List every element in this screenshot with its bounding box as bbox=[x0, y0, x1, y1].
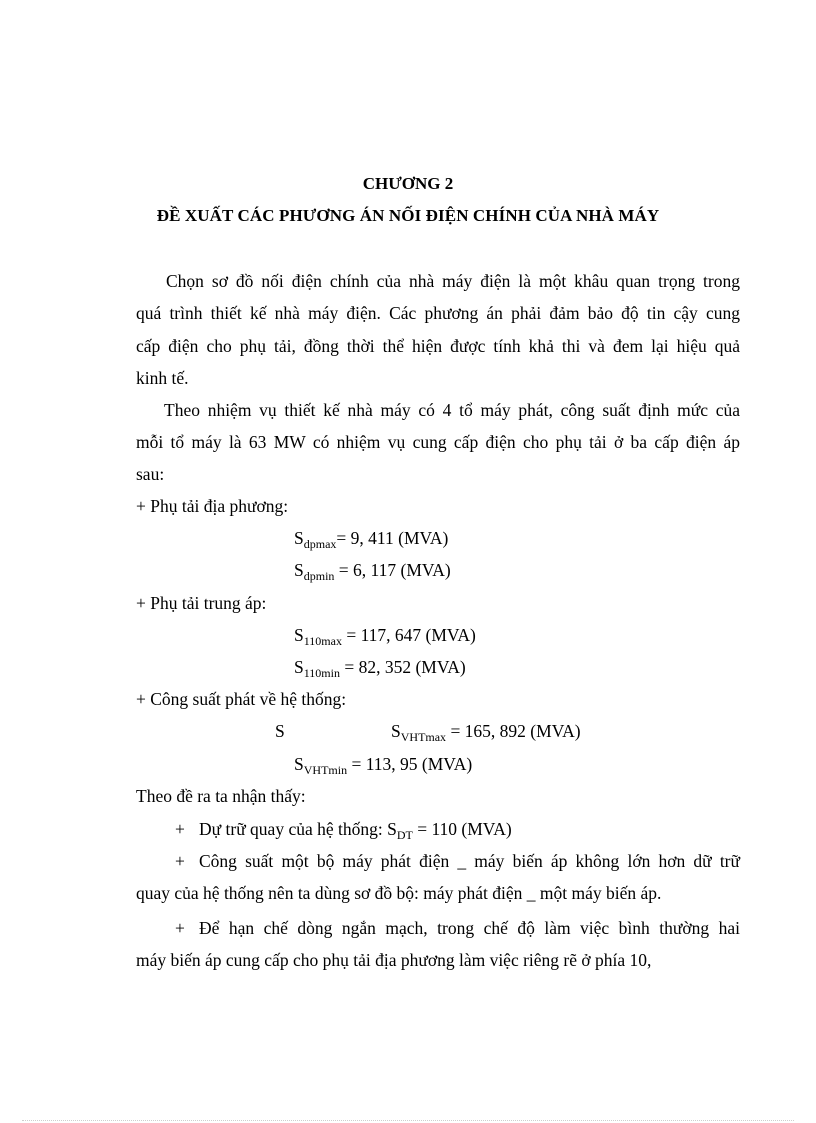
observation-3-bullet: + bbox=[175, 918, 185, 938]
observation-2-line-2: quay của hệ thống nên ta dùng sơ đồ bộ: máy phát điện _ một máy biến áp. bbox=[136, 883, 662, 903]
system-output-heading: + Công suất phát về hệ thống: bbox=[136, 689, 347, 709]
observation-2-line-1: Công suất một bộ máy phát điện _ máy biến áp không lớn hơn dữ trữ bbox=[199, 851, 740, 871]
paragraph-2-line-1: Theo nhiệm vụ thiết kế nhà máy có 4 tổ máy phát, công suất định mức của bbox=[164, 400, 740, 420]
local-load-max-formula: $S_{dpmax}= 9$, 411 (MVA) bbox=[294, 528, 449, 551]
system-output-stray-symbol: S bbox=[275, 721, 285, 741]
observation-1-bullet: + bbox=[175, 819, 185, 839]
observation-3-line-1: Để hạn chế dòng ngắn mạch, trong chế độ làm việc bình thường hai bbox=[199, 918, 740, 938]
observation-3-line-2: máy biến áp cung cấp cho phụ tải địa phương làm việc riêng rẽ ở phía 10, bbox=[136, 950, 652, 970]
local-load-heading: + Phụ tải địa phương: bbox=[136, 496, 289, 516]
paragraph-1-line-4: kinh tế. bbox=[136, 368, 189, 388]
chapter-title: ĐỀ XUẤT CÁC PHƯƠNG ÁN NỐI ĐIỆN CHÍNH CỦA NHÀ MÁY bbox=[156, 206, 660, 225]
page-bottom-divider bbox=[22, 1120, 794, 1121]
paragraph-1-line-3: cấp điện cho phụ tải, đồng thời thể hiện được tính khả thi và đem lại hiệu quả bbox=[136, 336, 740, 356]
observation-1-text: Dự trữ quay của hệ thống: $S_{DT} = 110$ (MVA) bbox=[199, 819, 512, 842]
medium-load-min-formula: $S_{110min} = 82$, 352 (MVA) bbox=[294, 657, 466, 680]
paragraph-2-line-2: mỗi tổ máy là 63 MW có nhiệm vụ cung cấp điện cho phụ tải ở ba cấp điện áp bbox=[136, 432, 740, 452]
system-output-min-formula: $S_{VHTmin} = 113$, 95 (MVA) bbox=[294, 754, 473, 777]
medium-load-max-formula: $S_{110max} = 117$, 647 (MVA) bbox=[294, 625, 476, 648]
observation-2-bullet: + bbox=[175, 851, 185, 871]
local-load-min-formula: $S_{dpmin} = 6$, 117 (MVA) bbox=[294, 560, 451, 583]
paragraph-2-line-3: sau: bbox=[136, 464, 165, 484]
observations-heading: Theo đề ra ta nhận thấy: bbox=[136, 786, 306, 806]
paragraph-1-line-1: Chọn sơ đồ nối điện chính của nhà máy điện là một khâu quan trọng trong bbox=[166, 271, 740, 291]
chapter-number: CHƯƠNG 2 bbox=[362, 174, 454, 193]
medium-load-heading: + Phụ tải trung áp: bbox=[136, 593, 267, 613]
system-output-max-formula: $S_{VHTmax} = 165$, 892 (MVA) bbox=[391, 721, 581, 744]
paragraph-1-line-2: quá trình thiết kế nhà máy điện. Các phương án phải đảm bảo độ tin cậy cung bbox=[136, 303, 740, 323]
